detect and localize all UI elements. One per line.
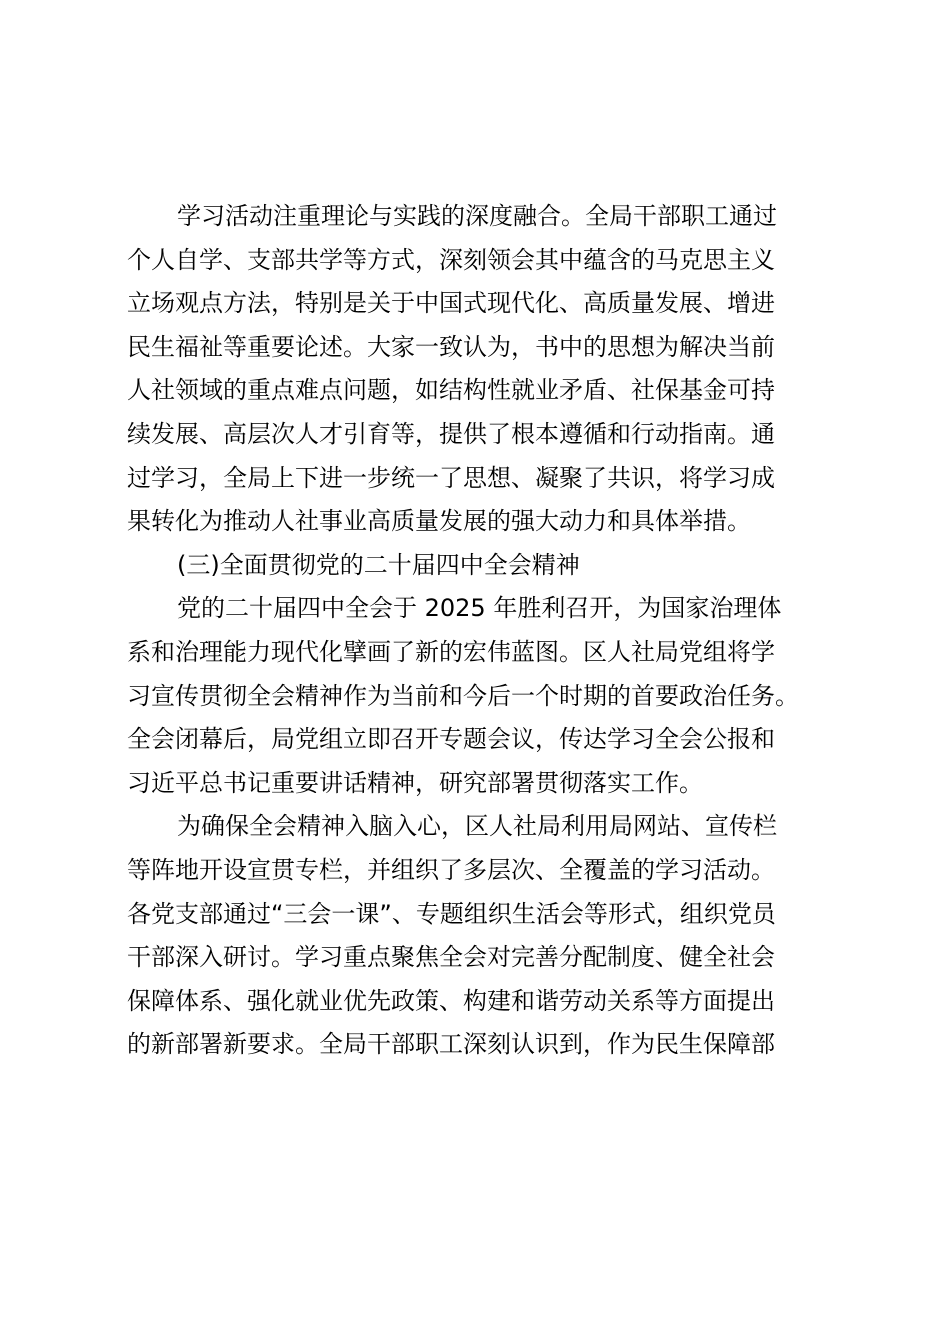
paragraph bbox=[127, 805, 847, 1067]
text-line: 续发展、高层次人才引育等，提供了根本遵循和行动指南。通 bbox=[127, 419, 775, 448]
section-heading bbox=[127, 544, 847, 588]
text-line: 习宣传贯彻全会精神作为当前和今后一个时期的首要政治任务。 bbox=[127, 681, 799, 710]
paragraph bbox=[127, 587, 847, 805]
text-line: 学习活动注重理论与实践的深度融合。全局干部职工通过 bbox=[177, 202, 777, 230]
text-line: 全会闭幕后，局党组立即召开专题会议，传达学习全会公报和 bbox=[127, 725, 775, 754]
section-heading-text: (三)全面贯彻党的二十届四中全会精神 bbox=[177, 550, 580, 579]
text-line: 干部深入研讨。学习重点聚焦全会对完善分配制度、健全社会 bbox=[127, 943, 775, 972]
text-line: 的新部署新要求。全局干部职工深刻认识到，作为民生保障部 bbox=[127, 1030, 775, 1059]
text-line: 个人自学、支部共学等方式，深刻领会其中蕴含的马克思主义 bbox=[127, 245, 775, 274]
text-line: 人社领域的重点难点问题，如结构性就业矛盾、社保基金可持 bbox=[127, 376, 775, 405]
text-line: 党的二十届四中全会于 2025 年胜利召开，为国家治理体 bbox=[177, 594, 782, 623]
text-line: 习近平总书记重要讲话精神，研究部署贯彻落实工作。 bbox=[127, 768, 703, 797]
text-line: 立场观点方法，特别是关于中国式现代化、高质量发展、增进 bbox=[127, 289, 775, 318]
text-line: 民生福祉等重要论述。大家一致认为，书中的思想为解决当前 bbox=[127, 332, 775, 361]
text-line: 过学习，全局上下进一步统一了思想、凝聚了共识，将学习成 bbox=[127, 463, 775, 492]
text-line: 等阵地开设宣贯专栏，并组织了多层次、全覆盖的学习活动。 bbox=[127, 855, 775, 884]
text-line: 保障体系、强化就业优先政策、构建和谐劳动关系等方面提出 bbox=[127, 986, 775, 1015]
text-line: 为确保全会精神入脑入心，区人社局利用局网站、宣传栏 bbox=[177, 812, 777, 841]
text-line: 果转化为推动人社事业高质量发展的强大动力和具体举措。 bbox=[127, 507, 751, 536]
paragraph bbox=[127, 195, 847, 544]
document-body bbox=[127, 195, 847, 1067]
text-line: 系和治理能力现代化擘画了新的宏伟蓝图。区人社局党组将学 bbox=[127, 637, 775, 666]
text-line: 各党支部通过“三会一课”、专题组织生活会等形式，组织党员 bbox=[127, 899, 776, 928]
